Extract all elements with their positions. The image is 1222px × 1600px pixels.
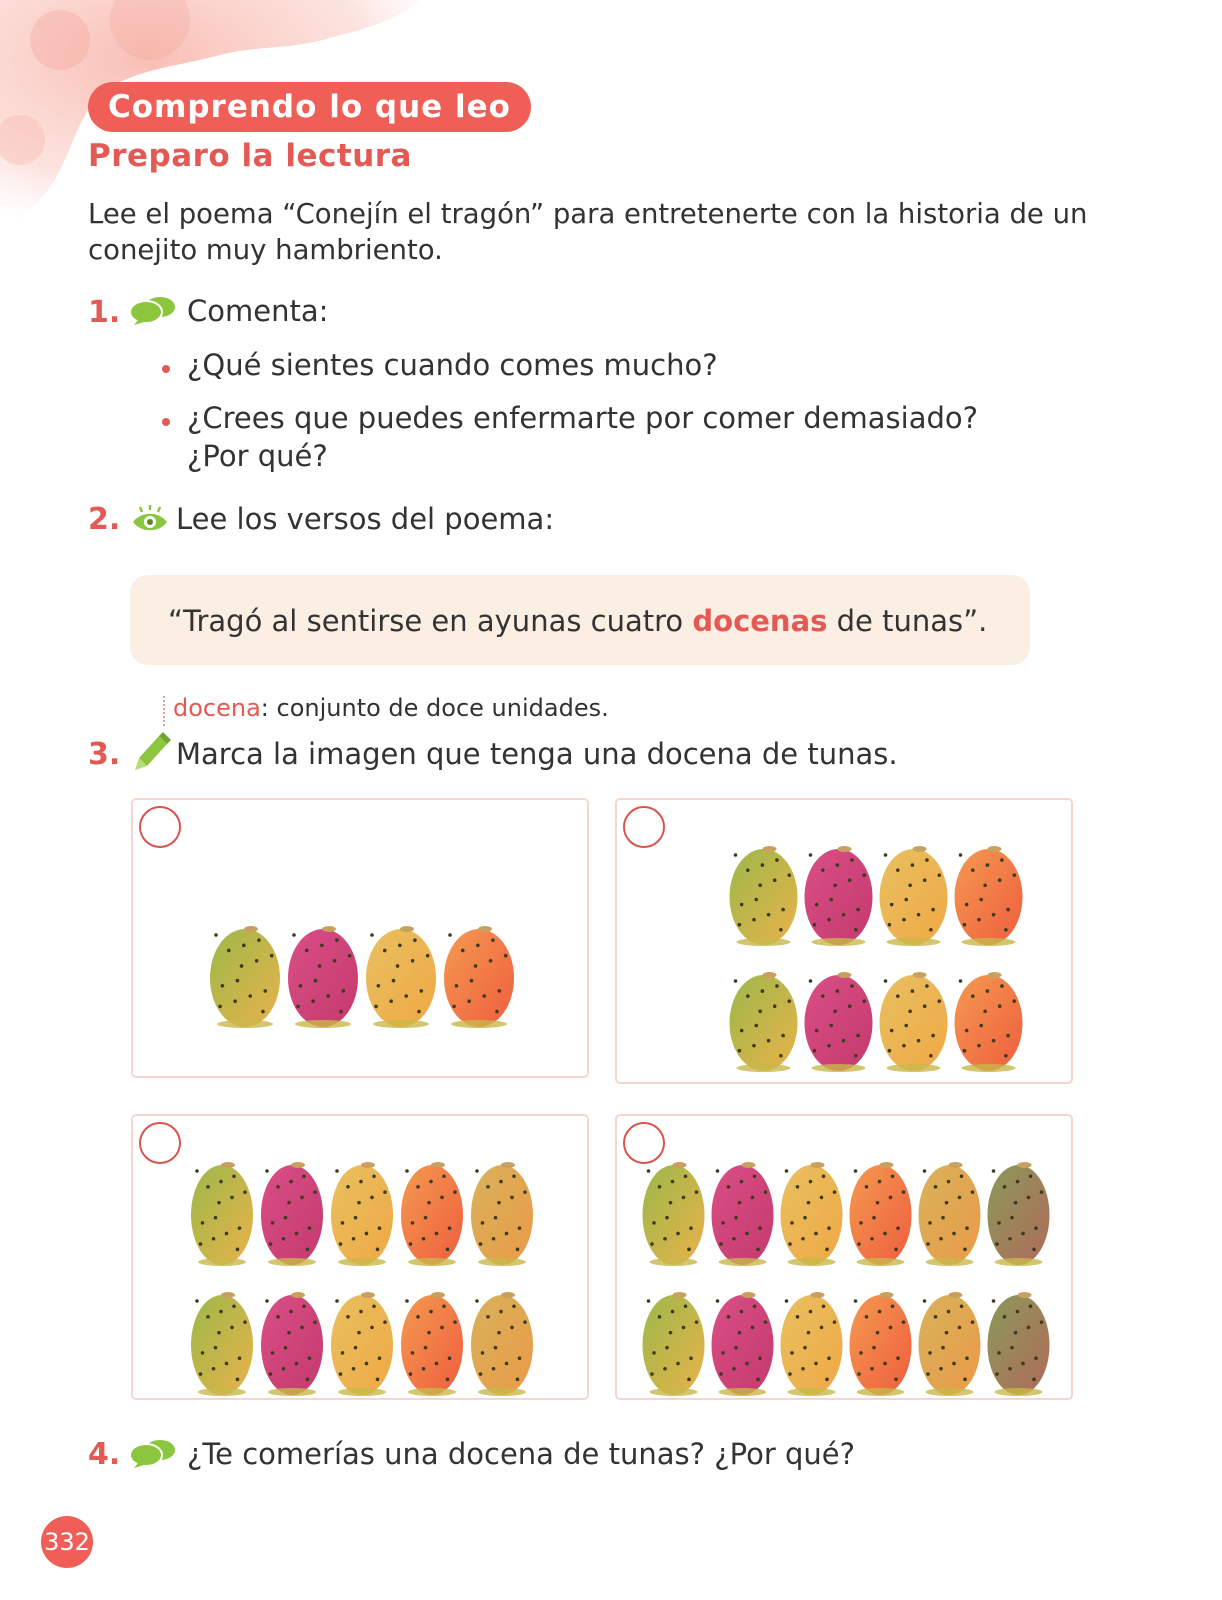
question-1-bullet-2: ¿Crees que puedes enfermarte por comer demasiado? ¿Por qué?	[187, 401, 979, 473]
tuna-fruit	[880, 846, 948, 946]
option-card-3[interactable]	[131, 1114, 589, 1400]
question-3-text: Marca la imagen que tenga una docena de tunas.	[176, 737, 898, 771]
option-card-4[interactable]	[615, 1114, 1073, 1400]
tuna-fruit	[955, 846, 1023, 946]
tuna-fruit	[261, 1162, 323, 1266]
tuna-fruit	[919, 1292, 981, 1396]
tuna-fruit	[643, 1292, 705, 1396]
tunas-group-10	[133, 1116, 591, 1402]
tuna-fruit	[366, 926, 436, 1028]
tuna-fruit	[401, 1162, 463, 1266]
tuna-fruit	[288, 926, 358, 1028]
tunas-group-8	[617, 800, 1075, 1086]
intro-paragraph: Lee el poema “Conejín el tragón” para entretenerte con la historia de un conejito muy hambriento.	[88, 198, 1088, 266]
bullet-dot	[162, 365, 170, 373]
poem-quote: “Tragó al sentirse en ayunas cuatro docenas de tunas”.	[168, 604, 988, 638]
speech-bubbles-icon	[130, 1438, 178, 1468]
highlight-word: docenas	[692, 604, 828, 638]
tunas-group-12	[617, 1116, 1075, 1402]
tuna-fruit	[643, 1162, 705, 1266]
question-4-number: 4.	[88, 1437, 121, 1472]
tuna-fruit	[331, 1292, 393, 1396]
tuna-fruit	[955, 972, 1023, 1072]
tuna-fruit	[805, 846, 873, 946]
question-3-number: 3.	[88, 737, 121, 772]
question-4-text: ¿Te comerías una docena de tunas? ¿Por qué?	[187, 1437, 855, 1471]
tuna-fruit	[988, 1162, 1050, 1266]
tuna-fruit	[444, 926, 514, 1028]
tuna-fruit	[850, 1292, 912, 1396]
tuna-fruit	[880, 972, 948, 1072]
tuna-fruit	[191, 1162, 253, 1266]
tuna-fruit	[331, 1162, 393, 1266]
tuna-fruit	[401, 1292, 463, 1396]
glossary-divider	[163, 696, 165, 726]
tuna-fruit	[191, 1292, 253, 1396]
tuna-fruit	[471, 1292, 533, 1396]
tuna-fruit	[712, 1162, 774, 1266]
question-1-bullet-1: ¿Qué sientes cuando comes mucho?	[187, 348, 718, 382]
speech-bubbles-icon	[130, 295, 178, 325]
question-2-number: 2.	[88, 502, 121, 537]
tuna-fruit	[781, 1292, 843, 1396]
eye-icon	[131, 503, 169, 535]
tuna-fruit	[712, 1292, 774, 1396]
tuna-fruit	[730, 846, 798, 946]
tunas-group-4	[133, 800, 591, 1080]
tuna-fruit	[210, 926, 280, 1028]
page-number: 332	[41, 1516, 93, 1568]
tuna-fruit	[919, 1162, 981, 1266]
tuna-fruit	[471, 1162, 533, 1266]
section-label: Comprendo lo que leo	[88, 82, 531, 132]
question-2-text: Lee los versos del poema:	[176, 502, 555, 536]
tuna-fruit	[850, 1162, 912, 1266]
glossary-term: docena	[173, 694, 261, 722]
tuna-fruit	[781, 1162, 843, 1266]
tuna-fruit	[730, 972, 798, 1072]
tuna-fruit	[805, 972, 873, 1072]
option-card-2[interactable]	[615, 798, 1073, 1084]
option-card-1[interactable]	[131, 798, 589, 1078]
tuna-fruit	[988, 1292, 1050, 1396]
section-subtitle: Preparo la lectura	[88, 138, 412, 174]
pencil-icon	[131, 732, 171, 772]
tuna-fruit	[261, 1292, 323, 1396]
glossary-note: docena: conjunto de doce unidades.	[173, 694, 609, 722]
question-1-text: Comenta:	[187, 294, 329, 328]
bullet-dot	[162, 418, 170, 426]
question-1-number: 1.	[88, 295, 121, 330]
